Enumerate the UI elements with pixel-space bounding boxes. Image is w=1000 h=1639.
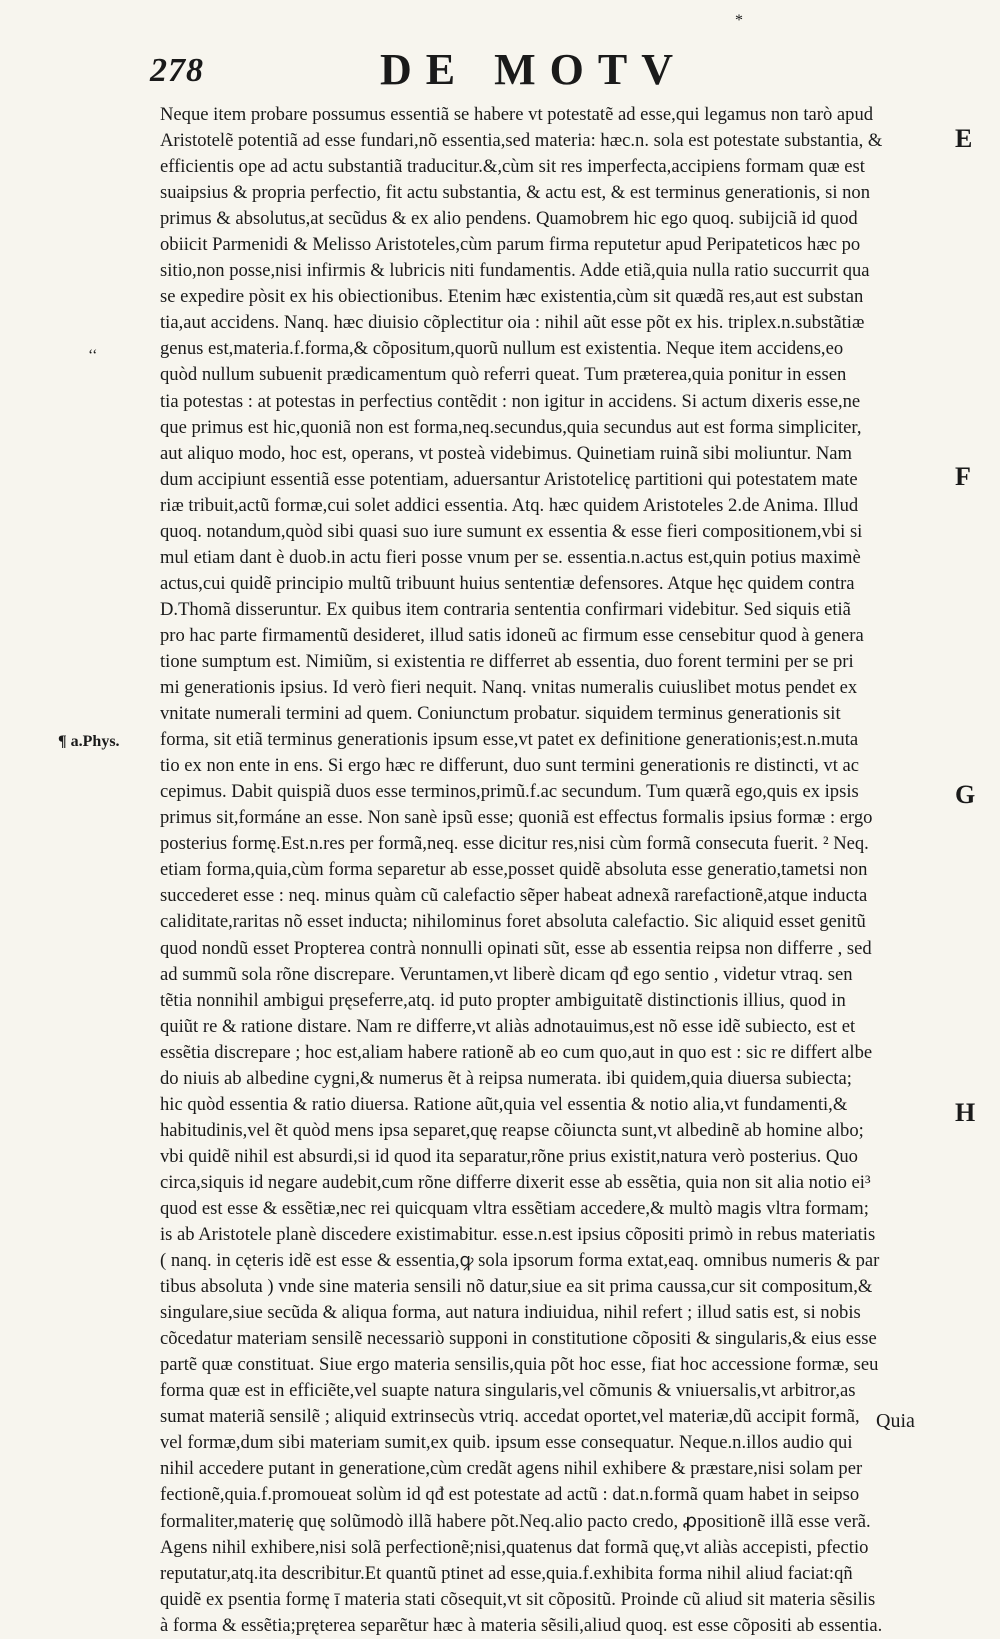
text-line: reputatur,atq.ita describitur.Et quantũ ptinet ad esse,quia.f.exhibita forma nihil aliud faciat:qñ [160,1562,853,1584]
margin-letter-g: G [955,780,976,809]
text-line: partẽ quæ constituat. Siue ergo materia sensilis,quia põt hoc esse, fiat hoc accessione formæ, seu [160,1354,879,1376]
text-line: etiam forma,quia,cùm forma separetur ab esse,posset quidẽ absoluta esse generatio,tametsi non [160,859,868,881]
text-line: habitudinis,vel ẽt quòd mens ipsa separet,quę reapse cõiuncta sunt,vt albedinẽ ab homine albo; [160,1119,864,1141]
text-line: singulare,siue secũda & aliqua forma, aut natura indiuidua, nihil refert ; illud satis est, si nobis [160,1302,861,1324]
text-line: à forma & essẽtia;pręterea separẽtur hæc à materia sẽsili,aliud quoq. est esse cõpositi ab essentia. [160,1614,883,1636]
text-line: quoq. notandum,quòd sibi quasi suo iure sumunt ex essentia & esse fieri compositionem,vbi si [160,520,863,542]
marginal-mark: ‘‘ [88,347,98,364]
catchword: Quia [876,1410,915,1432]
text-line: formaliter,materię quę solũmodò illã habere põt.Neq.alio pacto credo, ꝓpositionẽ illã esse verã. [160,1510,871,1532]
text-line: aut aliquo modo, hoc est, operans, vt posteà videbimus. Quinetiam ruinã sibi moliuntur. Nam [160,442,852,464]
text-line: tio ex non ente in ens. Si ergo hæc re differunt, duo sunt termini generationis re distincti, vt ac [160,755,860,777]
text-line: forma quæ est in efficiẽte,vel suapte natura singularis,vel cõmunis & vniuersalis,vt arbitror,as [160,1380,856,1402]
marginal-reference-note: ¶ a.Phys. [58,733,120,750]
text-line: primus sit,formáne an esse. Non sanè ipsũ esse; quoniã est effectus formalis ipsius formæ : ergo [160,807,873,829]
top-ornament-mark: * [735,12,743,29]
text-line: quod nondũ esset Propterea contrà nonnulli opinati sũt, esse ab essentia reipsa non differre , sed [160,937,872,959]
text-line: mul etiam dant è duob.in actu fieri posse vnum per se. essentia.n.actus est,quin potius maximè [160,546,861,568]
text-line: sitio,non posse,nisi infirmis & lubricis niti fundamentis. Adde etiã,quia nulla ratio succurrit qua [160,260,870,282]
text-line: fectionẽ,quia.f.promoueat solùm id qđ est potestate ad actũ : dat.n.formã quam habet in seipso [160,1484,860,1506]
text-line: do niuis ab albedine cygni,& numerus ẽt à reipsa numerata. ibi quidem,quia diuersa subiecta; [160,1067,852,1089]
text-line: ad summũ sola rõne discrepare. Veruntamen,vt liberè dicam qđ ego sentio , videtur vtraq. sen [160,963,853,985]
text-line: riæ tribuit,actũ formæ,cui solet addici essentia. Atq. hæc quidem Aristoteles 2.de Anima. Illud [160,494,859,516]
text-line: D.Thomã disseruntur. Ex quibus item contraria sententia confirmari videbitur. Sed siquis etiã [160,598,851,620]
text-line: tibus absoluta ) vnde sine materia sensili nõ datur,siue ea sit prima caussa,cur sit compositum,& [160,1276,873,1298]
text-line: genus est,materia.f.forma,& cõpositum,quorũ nullum est existentia. Neque item accidens,eo [160,338,844,360]
text-line: primus & absolutus,at secũdus & ex alio pendens. Quamobrem hic ego quoq. subijciã id quod [160,208,858,230]
text-line: obiicit Parmenidi & Melisso Aristoteles,cùm parum firma reputetur apud Peripateticos hæc po [160,234,861,256]
text-line: quidẽ ex psentia formę ī materia stati cõsequit,vt sit cõpositũ. Proinde cũ aliud sit materia sẽsilis [160,1588,876,1610]
text-line: Agens nihil exhibere,nisi solã perfectionẽ;nisi,quatenus dat formã quę,vt aliàs accepisti, pfectio [160,1536,869,1558]
body-text [160,102,925,1639]
page-number: 278 [150,52,204,89]
text-line: mi generationis ipsius. Id verò fieri nequit. Nanq. vnitas numeralis cuiuslibet motus pendet ex [160,677,858,699]
text-line: quod est esse & essẽtiæ,nec rei quicquam vltra essẽtiam accedere,& multò magis vltra formam; [160,1197,869,1219]
text-line: suaipsius & propria perfectio, fit actu substantia, & actu est, & est terminus generationis, si non [160,182,871,204]
text-line: tia,aut accidens. Nanq. hæc diuisio cõplectitur oia : nihil aũt esse põt ex his. triplex.n.substãtiæ [160,312,865,334]
text-line: efficientis ope ad actu substantiã traducitur.&,cùm sit res imperfecta,accipiens formam quæ est [160,156,865,178]
text-line: quòd nullum subuenit prædicamentum quò referri queat. Tum præterea,quia ponitur in essen [160,364,847,386]
margin-letter-e: E [955,124,973,153]
text-line: cepimus. Dabit quispiã duos esse terminos,primũ.f.ac secundum. Tum quærã ego,quis ex ipsis [160,781,859,803]
text-line: pro hac parte firmamentũ desideret, illud satis idoneũ ac firmum esse censebitur quod à genera [160,624,864,646]
text-line: sumat materiã sensilẽ ; aliquid extrinsecùs vtriq. accedat oportet,vel materiæ,dũ accipit formã, [160,1406,860,1428]
text-line: cõcedatur materiam sensilẽ necessariò supponi in constitutione cõpositi & singularis,& eius esse [160,1328,877,1350]
margin-letter-f: F [955,462,971,491]
text-line: essẽtia discrepare ; hoc est,aliam habere rationẽ ab eo cum quo,aut in quo est : sic re differt albe [160,1041,873,1063]
text-line: actus,cui quidẽ principio multũ tribuunt huius sententiæ defensores. Atque hęc quidem contra [160,572,855,594]
text-line: caliditate,raritas nõ esset inducta; nihilominus foret absoluta calefactio. Sic aliquid esset genitũ [160,911,866,933]
text-line: quiũt re & ratione distare. Nam re differre,vt aliàs adnotauimus,est nõ esse idẽ subiecto, est et [160,1015,856,1037]
text-line: vbi quidẽ nihil est absurdi,si id quod ita separatur,rõne prius existit,natura verò posterius. Quo [160,1145,858,1167]
text-line: tia potestas : at potestas in perfectius contẽdit : non igitur in accidens. Si actum dixeris esse,ne [160,390,861,412]
running-head: DE MOTV [380,45,687,94]
text-line: vnitate numerali termini ad quem. Coniunctum probatur. siquidem terminus generationis sit [160,703,841,725]
text-line: posterius formę.Est.n.res per formã,neq. esse dicitur res,nisi cùm formã consecuta fuerit. ² Neq. [160,833,869,855]
text-line: se expedire pòsit ex his obiectionibus. Etenim hæc existentia,cùm sit quædã res,aut est substan [160,286,864,308]
text-line: tione sumptum est. Nimiũm, si existentia re differret ab essentia, duo forent termini per se pri [160,650,854,672]
margin-letter-h: H [955,1098,976,1127]
text-line: Neque item probare possumus essentiã se habere vt potestatẽ ad esse,qui legamus non tarò apud [160,104,874,125]
text-line: ( nanq. in cęteris idẽ est esse & essentia,ꝙ sola ipsorum forma extat,eaq. omnibus numeris & par [160,1250,880,1272]
text-line: circa,siquis id negare audebit,cum rõne differre dixerit esse ab essẽtia, quia non sit alia notio ei³ [160,1171,871,1193]
text-line: Aristotelẽ potentiã ad esse fundari,nõ essentia,sed materia: hæc.n. sola est potestate substantia, & [160,130,883,152]
text-line: succederet esse : neq. minus quàm cũ calefactio sẽper habeat adnexã rarefactionẽ,atque inducta [160,885,868,907]
text-line: que primus est hic,quoniã non est forma,neq.secundus,quia secundus aut est forma simpliciter, [160,416,862,438]
text-line: hic quòd essentia & ratio diuersa. Ratione aũt,quia vel essentia & notio alia,vt fundamenti,& [160,1093,848,1115]
text-line: vel formæ,dum sibi materiam sumit,ex quib. ipsum esse consequatur. Neque.n.illos audio qui [160,1432,853,1454]
text-line: is ab Aristotele planè discedere existimabitur. esse.n.est ipsius cõpositi primò in rebus materiatis [160,1224,876,1246]
text-line: forma, sit etiã terminus generationis ipsum esse,vt patet ex definitione generationis;est.n.muta [160,729,859,751]
text-line: dum accipiunt essentiã esse potentiam, aduersantur Aristotelicę partitioni qui potestatem mate [160,468,858,490]
text-line: tẽtia nonnihil ambigui pręseferre,atq. id puto propter ambiguitatẽ distinctionis illius, quod in [160,989,846,1011]
text-line: nihil accedere putant in generatione,cùm credãt agens nihil exhibere & præstare,nisi solam per [160,1458,863,1480]
